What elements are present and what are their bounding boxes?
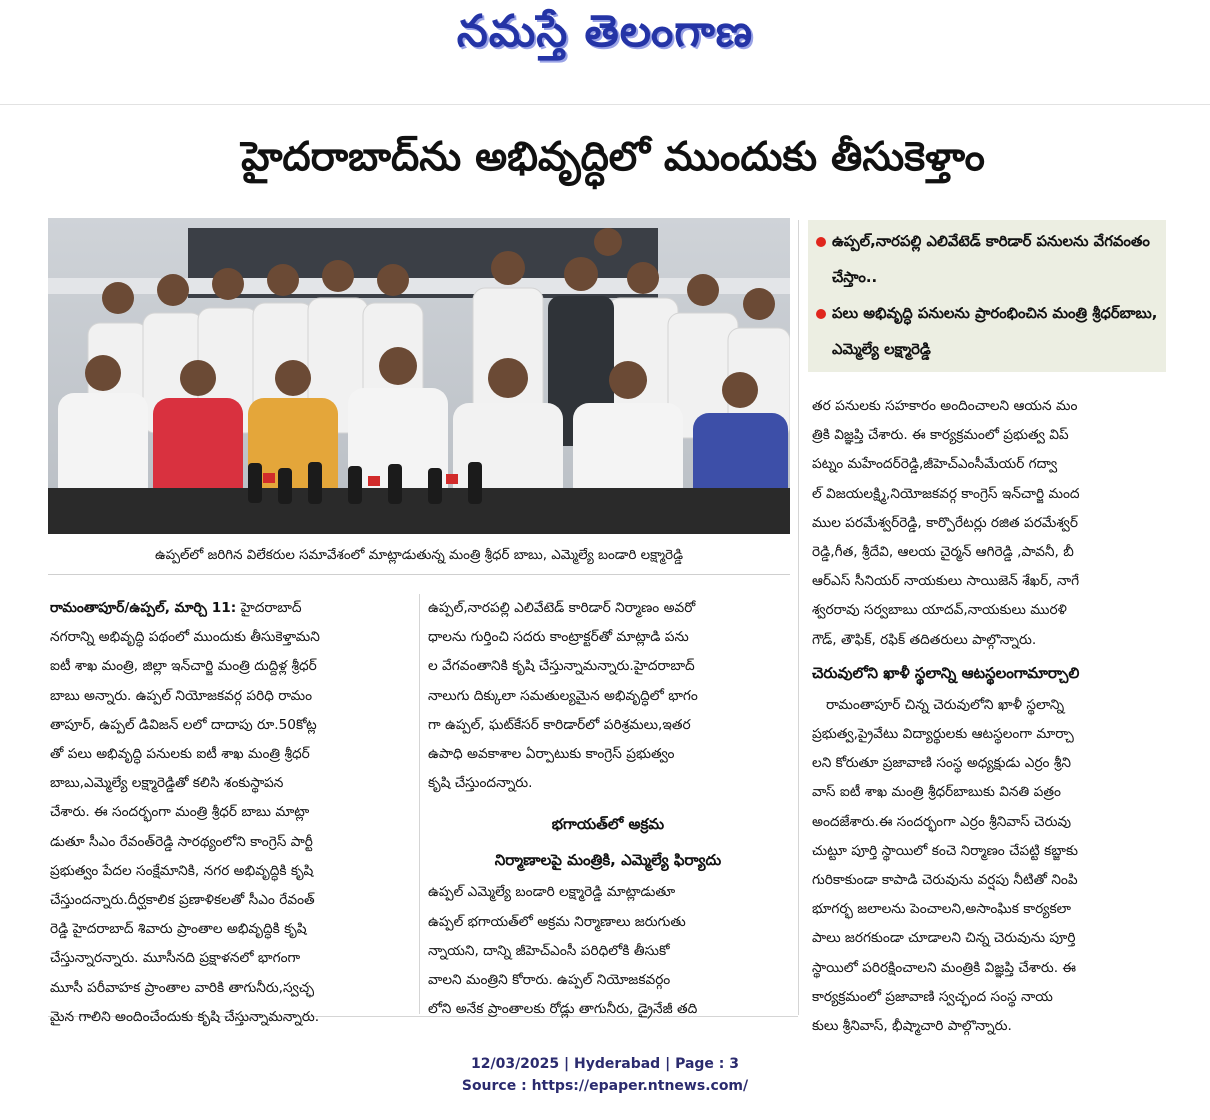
body-line: శ్వరరావు సర్వబాబు యాదవ్,నాయకులు మురళి xyxy=(812,602,1067,619)
body-line: వాలని మంత్రిని కోరారు. ఉప్పల్ నియోజకవర్గం xyxy=(428,972,671,989)
body-line: గా ఉప్పల్, ఘట్‌కేసర్ కారిడార్‌లో పరిశ్రమలు,ఇతర xyxy=(428,716,691,733)
body-line: తో పలు అభివృద్ధి పనులకు ఐటీ శాఖ మంత్రి శ్రీధర్ xyxy=(50,746,310,763)
body-line: మైన గాలిని అందించేందుకు కృషి చేస్తున్నామన్నారు. xyxy=(50,1008,320,1025)
body-line: రామంతాపూర్ చిన్న చెరువులోని ఖాళీ స్థలాన్ని xyxy=(826,696,1065,713)
body-line: బాబు,ఎమ్మెల్యే లక్ష్మారెడ్డితో కలిసి శంకుస్థాపన xyxy=(50,775,284,792)
article-headline: హైదరాబాద్‌ను అభివృద్ధిలో ముందుకు తీసుకెళ్తాం xyxy=(241,134,985,180)
body-line: స్థాయిలో పరిరక్షించాలని మంత్రికి విజ్ఞప్తి చేశారు. ఈ xyxy=(812,959,1077,976)
body-line: రెడ్డి హైదరాబాద్ శివారు ప్రాంతాల అభివృద్ధికి కృషి xyxy=(50,921,307,938)
highlight-text: పలు అభివృద్ధి పనులను ప్రారంభించిన మంత్రి శ్రీధర్‌బాబు, ఎమ్మెల్యే లక్ష్మారెడ్డి xyxy=(832,305,1158,358)
body-line: చేస్తున్నారన్నారు. మూసీనది ప్రక్షాళనలో భాగంగా xyxy=(50,950,301,967)
body-line: నగరాన్ని అభివృద్ధి పథంలో ముందుకు తీసుకెళ్తామని xyxy=(50,629,320,646)
highlights-box xyxy=(808,220,1166,372)
article-column-2 xyxy=(428,594,788,1024)
body-line: కులు శ్రీనివాస్, భీష్మాచారి పాల్గొన్నారు. xyxy=(812,1018,1012,1035)
bullet-icon xyxy=(816,309,826,319)
body-line: ముల పరమేశ్వర్‌రెడ్డి, కార్పొరేటర్లు రజిత పరమేశ్వర్ xyxy=(812,514,1078,531)
article-column-3 xyxy=(812,392,1168,1041)
body-text: హైదరాబాద్ xyxy=(240,600,302,616)
subheading-line: నిర్మాణాలపై మంత్రికి, ఎమ్మెల్యే ఫిర్యాదు xyxy=(494,851,722,870)
body-line xyxy=(50,594,412,623)
masthead xyxy=(0,0,1210,82)
body-line: గురికాకుండా కాపాడి చెరువును వర్షపు నీటితో నింపి xyxy=(812,872,1078,889)
body-line: ల వేగవంతానికి కృషి చేస్తున్నామన్నారు.హైదరాబాద్ xyxy=(428,658,695,675)
dateline: రామంతాపూర్/ఉప్పల్, మార్చి 11: xyxy=(50,600,237,616)
body-line: వాస్ ఐటీ శాఖ మంత్రి శ్రీధర్‌బాబుకు వినతి పత్రం xyxy=(812,784,1061,801)
body-line: ప్రభుత్వం పేదల సంక్షేమానికి, నగర అభివృద్ధికి కృషి xyxy=(50,862,314,879)
highlight-text: ఉప్పల్,నారపల్లి ఎలివేటెడ్ కారిడార్ పనులను వేగవంతం చేస్తాం.. xyxy=(832,233,1150,286)
body-line: చుట్టూ పూర్తి స్థాయిలో కంచె నిర్మాణం చేపట్టి కబ్జాకు xyxy=(812,842,1078,859)
body-line: తాపూర్, ఉప్పల్ డివిజన్ లలో దాదాపు రూ.50కోట్ల xyxy=(50,716,317,733)
body-line: న్నాయని, దాన్ని జీహెచ్‌ఎంసీ పరిధిలోకి తీసుకో xyxy=(428,942,670,959)
body-line: బాబు అన్నారు. ఉప్పల్ నియోజకవర్గ పరిధి రామం xyxy=(50,687,313,704)
body-line: డుతూ సీఎం రేవంత్‌రెడ్డి సారథ్యంలోని కాంగ్రెస్ పార్టీ xyxy=(50,833,313,850)
press-meet-photo-illustration xyxy=(48,218,790,534)
bullet-icon xyxy=(816,237,826,247)
subheading: చెరువులోని ఖాళీ స్థలాన్ని ఆటస్థలంగామార్చాలి xyxy=(812,663,1080,682)
body-line: ఉపాధి అవకాశాల ఏర్పాటుకు కాంగ్రెస్ ప్రభుత్వం xyxy=(428,746,675,763)
photo-caption: ఉప్పల్‌లో జరిగిన విలేకరుల సమావేశంలో మాట్లాడుతున్న మంత్రి శ్రీధర్ బాబు, ఎమ్మెల్యే బండారి లక్ష్మారెడ్డి xyxy=(48,538,790,575)
body-line: పట్నం మహేందర్‌రెడ్డి,జీహెచ్‌ఎంసీమేయర్ గద్వా xyxy=(812,456,1058,473)
body-line: భూగర్భ జలాలను పెంచాలని,అసాంఘిక కార్యకలా xyxy=(812,901,1071,918)
body-line: ధాలను గుర్తించి సదరు కాంట్రాక్టర్‌తో మాట్లాడి పను xyxy=(428,629,689,646)
masthead-logo: నమస్తే తెలంగాణ xyxy=(456,6,754,57)
body-line: చేస్తుందన్నారు.దీర్ఘకాలిక ప్రణాళికలతో సీఎం రేవంత్ xyxy=(50,892,315,909)
body-line: ఐటీ శాఖ మంత్రి, జిల్లా ఇన్‌చార్జి మంత్రి దుద్దిళ్ల శ్రీధర్ xyxy=(50,658,317,675)
press-meet-photo xyxy=(48,218,790,534)
body-line: మూసీ పరీవాహక ప్రాంతాల వారికి తాగునీరు,స్వచ్ఛ xyxy=(50,979,315,996)
body-line: ఉప్పల్ భగాయత్‌లో అక్రమ నిర్మాణాలు జరుగుతు xyxy=(428,913,686,930)
column-divider xyxy=(798,220,799,1015)
body-line: ఉప్పల్,నారపల్లి ఎలివేటెడ్ కారిడార్ నిర్మాణం అవరో xyxy=(428,600,696,616)
body-line: చేశారు. ఈ సందర్భంగా మంత్రి శ్రీధర్ బాబు మాట్లా xyxy=(50,804,310,821)
body-line: ఆర్‌ఎస్ సీనియర్ నాయకులు సాయిజెన్ శేఖర్, నాగే xyxy=(812,573,1080,590)
body-line: అందజేశారు.ఈ సందర్భంగా ఎర్రం శ్రీనివాస్ చెరువు xyxy=(812,813,1072,830)
body-line: ఉప్పల్ ఎమ్మెల్యే బండారి లక్ష్మారెడ్డి మాట్లాడుతూ xyxy=(428,884,676,901)
body-line: పాలు జరగకుండా చూడాలని చిన్న చెరువును పూర్తి xyxy=(812,930,1076,947)
body-line: కృషి చేస్తుందన్నారు. xyxy=(428,775,533,792)
body-line: తర పనులకు సహకారం అందించాలని ఆయన మం xyxy=(812,398,1078,414)
body-line: ల్ విజయలక్ష్మి,నియోజకవర్గ కాంగ్రెస్ ఇన్‌చార్జి మంద xyxy=(812,485,1080,502)
article-column-1 xyxy=(50,594,412,1032)
body-line: లోని అనేక ప్రాంతాలకు రోడ్లు తాగునీరు, డ్రైనేజీ తది xyxy=(428,1001,698,1018)
body-line: త్రికి విజ్ఞప్తి చేశారు. ఈ కార్యక్రమంలో ప్రభుత్వ విప్ xyxy=(812,427,1069,444)
column-divider xyxy=(419,594,420,1014)
body-line: గౌడ్, తౌఫిక్, రఫిక్ తదితరులు పాల్గొన్నారు. xyxy=(812,631,1037,648)
body-line: కార్యక్రమంలో ప్రజావాణి స్వచ్ఛంద సంస్థ నాయ xyxy=(812,988,1053,1005)
body-line: నాలుగు దిక్కులా సమతుల్యమైన అభివృద్ధిలో భాగం xyxy=(428,687,698,704)
footer-source-line: Source : https://epaper.ntnews.com/ xyxy=(461,1078,749,1094)
body-line: లని కోరుతూ ప్రజావాణి సంస్థ అధ్యక్షుడు ఎర్రం శ్రీని xyxy=(812,755,1071,772)
body-line: రెడ్డి,గీత, శ్రీదేవి, ఆలయ చైర్మన్ ఆగిరెడ్డి ,పావనీ, బీ xyxy=(812,544,1074,561)
subheading-line: భగాయత్‌లో అక్రమ xyxy=(551,815,665,834)
body-line: ప్రభుత్వ,ప్రైవేటు విద్యార్థులకు ఆటస్థలంగా మార్చా xyxy=(812,726,1074,743)
footer-date-line: 12/03/2025 | Hyderabad | Page : 3 xyxy=(470,1056,740,1072)
